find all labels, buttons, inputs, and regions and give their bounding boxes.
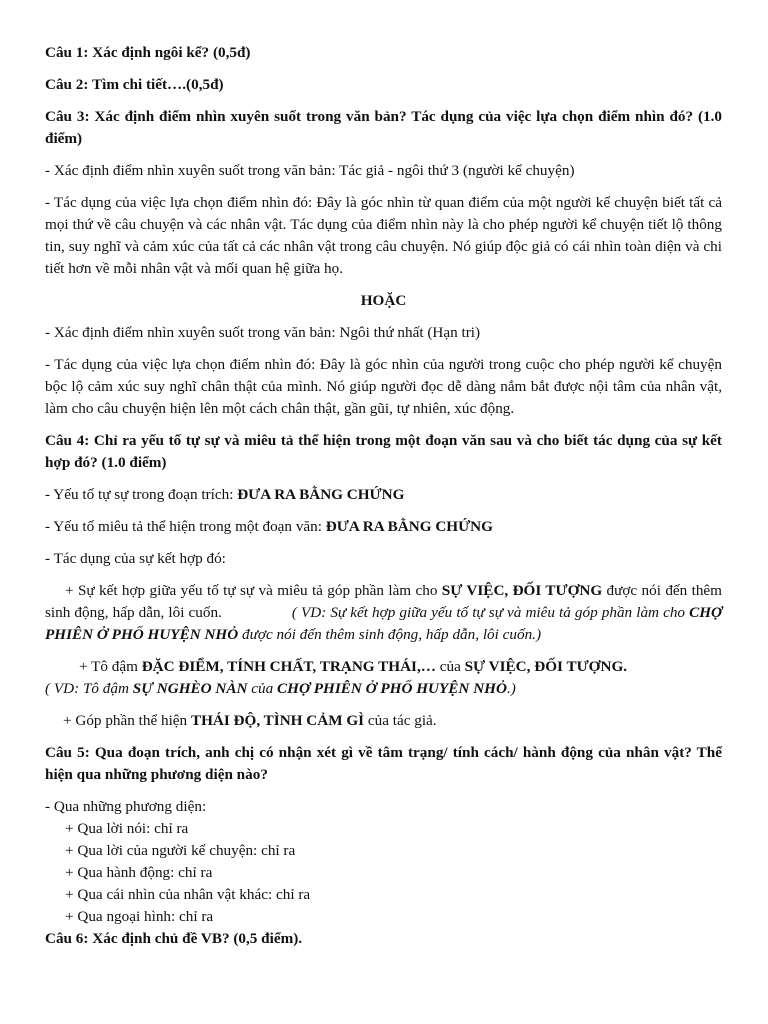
question-5: Câu 5: Qua đoạn trích, anh chị có nhận xét gì về tâm trạng/ tính cách/ hành động của nhân vật? Thể hiện qua những phương diện nào?	[45, 744, 722, 783]
q4-point-1-example-b: CHỢ PHIÊN Ở PHỐ HUYỆN NHỎ	[45, 604, 722, 643]
q4-point-2-example-e: .)	[506, 680, 516, 697]
q4-point-2-example-d: CHỢ PHIÊN Ở PHỐ HUYỆN NHỎ	[277, 680, 507, 697]
q4-point-1	[45, 580, 722, 646]
q4-point-3	[45, 710, 722, 732]
q4-point-2-b: ĐẶC ĐIỂM, TÍNH CHẤT, TRẠNG THÁI,…	[141, 658, 436, 675]
q3-answer-a1: - Xác định điểm nhìn xuyên suốt trong văn bản: Tác giả - ngôi thứ 3 (người kể chuyện)	[45, 162, 575, 179]
list-item: + Qua lời của người kể chuyện: chỉ ra	[65, 842, 296, 859]
q4-point-3-a: + Góp phần thể hiện	[63, 712, 191, 729]
list-item: + Qua ngoại hình: chỉ ra	[65, 908, 214, 925]
list-item: + Qua cái nhìn của nhân vật khác: chỉ ra	[65, 886, 311, 903]
q4-point-1-a: + Sự kết hợp giữa yếu tố tự sự và miêu tả góp phần làm cho	[65, 582, 442, 599]
q4-point-1-c: được nói đến thêm sinh động, hấp dẫn, lôi cuốn.	[45, 582, 722, 621]
q4-point-2-c: của	[435, 658, 465, 675]
q3-answer-b1: - Xác định điểm nhìn xuyên suốt trong văn bản: Ngôi thứ nhất (Hạn tri)	[45, 324, 481, 341]
q4-line-3: - Tác dụng của sự kết hợp đó:	[45, 550, 226, 567]
q4-point-2-example-a: ( VD: Tô đậm	[45, 680, 133, 697]
q4-point-1-example-c: được nói đến thêm sinh động, hấp dẫn, lôi cuốn.)	[238, 626, 542, 643]
q4-line-2-text: - Yếu tố miêu tả thể hiện trong một đoạn văn:	[45, 518, 326, 535]
question-3-title: : Xác định điểm nhìn xuyên suốt trong văn bản? Tác dụng của việc lựa chọn điểm nhìn đó? (1.0 điểm)	[45, 108, 722, 147]
q4-point-3-c: của tác giả.	[364, 712, 437, 729]
q4-point-2-example-b: SỰ NGHÈO NÀN	[132, 680, 248, 697]
q4-point-1-example-a: ( VD: Sự kết hợp giữa yếu tố tự sự và miêu tả góp phần làm cho	[291, 604, 690, 621]
question-4: Câu 4: Chỉ ra yếu tố tự sự và miêu tả thể hiện trong một đoạn văn sau và cho biết tác dụng của sự kết hợp đó? (1.0 điểm)	[45, 432, 722, 471]
q5-aspect-list	[45, 818, 722, 928]
question-3	[45, 106, 722, 150]
q4-line-1-text: - Yếu tố tự sự trong đoạn trích:	[45, 486, 238, 503]
q4-point-3-b: THÁI ĐỘ, TÌNH CẢM GÌ	[190, 712, 365, 729]
question-1: Câu 1: Xác định ngôi kể? (0,5đ)	[45, 44, 251, 61]
q5-intro: - Qua những phương diện:	[45, 798, 207, 815]
list-item: + Qua lời nói: chỉ ra	[65, 820, 189, 837]
q4-line-1	[45, 484, 722, 506]
q4-point-2	[45, 656, 722, 700]
question-6-label: Câu 6	[45, 930, 84, 947]
q4-point-2-a: + Tô đậm	[79, 658, 142, 675]
question-6-title: : Xác định chủ đề VB? (0,5 điểm).	[83, 930, 303, 947]
q4-line-2-bold: ĐƯA RA BẰNG CHỨNG	[325, 518, 493, 535]
q3-answer-b2: - Tác dụng của việc lựa chọn điểm nhìn đó: Đây là góc nhìn của người trong cuộc cho phép người kể chuyện bộc lộ cảm xúc suy nghĩ chân thật của mình. Nó giúp người đọc dễ dàng nắm bắt được nội tâm của nhân vật, làm cho câu chuyện hiện lên một cách chân thật, gần gũi, tự nhiên, xúc động.	[45, 356, 722, 417]
question-6	[45, 928, 722, 950]
q4-point-2-d: SỰ VIỆC, ĐỐI TƯỢNG.	[464, 658, 628, 675]
list-item: + Qua hành động: chỉ ra	[65, 864, 213, 881]
q3-answer-a2: - Tác dụng của việc lựa chọn điểm nhìn đó: Đây là góc nhìn từ quan điểm của một người kể chuyện biết tất cả mọi thứ về câu chuyện và các nhân vật. Tác dụng của điểm nhìn này là cho phép người kể chuyện tiết lộ thông tin, suy nghĩ và cảm xúc của tất cả các nhân vật trong câu chuyện. Nó giúp độc giả có cái nhìn toàn diện và chi tiết hơn về mỗi nhân vật và mối quan hệ giữa họ.	[45, 194, 722, 277]
q4-line-2	[45, 516, 722, 538]
question-2: Câu 2: Tìm chi tiết….(0,5đ)	[45, 76, 224, 93]
q4-point-1-b: SỰ VIỆC, ĐỐI TƯỢNG	[441, 582, 603, 599]
q4-line-1-bold: ĐƯA RA BẰNG CHỨNG	[237, 486, 405, 503]
q3-or-separator: HOẶC	[360, 292, 407, 309]
question-3-label: Câu 3	[45, 108, 85, 125]
q4-point-2-example-c: của	[247, 680, 278, 697]
